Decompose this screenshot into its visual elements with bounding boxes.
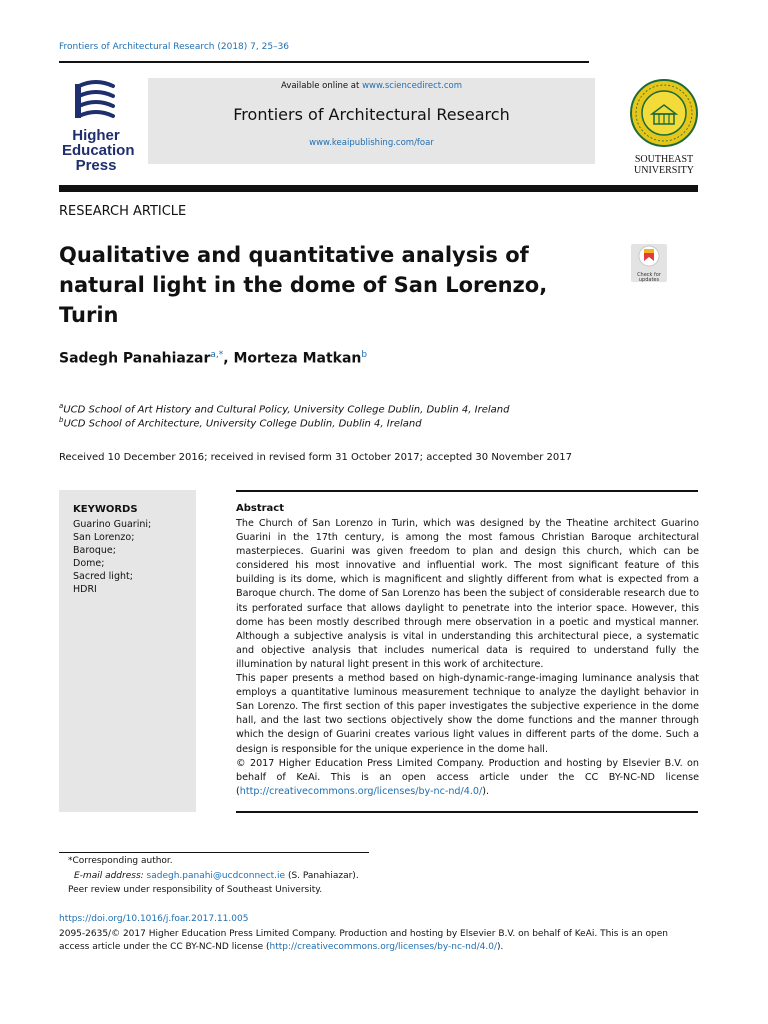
sciencedirect-link[interactable]: www.sciencedirect.com <box>362 81 462 91</box>
keyword-item: Sacred light; <box>73 571 133 582</box>
received-dates: Received 10 December 2016; received in revised form 31 October 2017; accepted 30 November 2017 <box>59 452 572 463</box>
keywords-heading: KEYWORDS <box>73 504 138 515</box>
crossmark-label: Check for updates <box>637 272 661 283</box>
affiliation <box>59 402 509 415</box>
university-seal-icon <box>629 78 699 148</box>
affiliation-sup: b <box>59 416 64 424</box>
abstract-paragraph: This paper presents a method based on high-dynamic-range-imaging luminance analysis that employs a quantitative luminous measurement technique to analyze the daylight behavior in San Lorenzo. The first section of this paper investigates the subjective experience in the dome hall, and the last two sections objectively show the dome functions and the manner through which the design of Guarini creates various light values in different parts of the dome. Such a design is responsible for the unique experience in the dome hall. <box>236 673 699 755</box>
license-link[interactable]: http://creativecommons.org/licenses/by-nc-nd/4.0/ <box>239 785 483 797</box>
email-suffix: (S. Panahiazar). <box>285 871 359 881</box>
journal-title: Frontiers of Architectural Research <box>233 105 510 124</box>
email-label: E-mail address: <box>74 871 144 881</box>
abstract-license <box>236 757 699 799</box>
corresponding-author-note: *Corresponding author. <box>68 856 173 866</box>
available-online <box>148 81 595 91</box>
doi-link[interactable]: https://doi.org/10.1016/j.foar.2017.11.005 <box>59 914 249 924</box>
journal-url-link[interactable]: www.keaipublishing.com/foar <box>309 138 434 148</box>
abstract-license-text: © 2017 Higher Education Press Limited Company. Production and hosting by Elsevier B.V. on behalf of KeAi. This is an open access article under the CC BY-NC-ND license ( <box>236 757 699 797</box>
hep-name-line2: Education <box>62 142 135 159</box>
email-note <box>74 871 359 881</box>
affiliation-text: UCD School of Architecture, University College Dublin, Dublin 4, Ireland <box>63 418 422 430</box>
author-separator: , <box>223 350 234 367</box>
abstract-heading: Abstract <box>236 503 285 514</box>
abstract-license-end: ). <box>482 785 490 797</box>
keyword-item: San Lorenzo; <box>73 532 135 543</box>
seu-logo <box>624 78 704 178</box>
journal-ref-volume: 7 <box>250 42 256 52</box>
copyright-license-link[interactable]: http://creativecommons.org/licenses/by-nc-nd/4.0/ <box>269 942 497 952</box>
journal-reference[interactable] <box>59 42 289 52</box>
crossmark-button[interactable] <box>631 244 667 282</box>
hep-name-line3: Press <box>75 157 117 174</box>
author-list <box>59 350 367 367</box>
bookmark-icon <box>638 244 660 268</box>
author-affil-sup[interactable]: a,* <box>210 350 224 360</box>
top-rule <box>59 61 589 63</box>
abstract-rule-top <box>236 490 698 492</box>
available-prefix: Available online at <box>281 81 363 91</box>
author-affil-sup[interactable]: b <box>361 350 368 360</box>
header-rule <box>59 185 698 192</box>
book-stack-icon <box>71 78 121 124</box>
keyword-item: Guarino Guarini; <box>73 519 152 530</box>
abstract-body <box>236 517 699 799</box>
abstract-rule-bottom <box>236 811 698 813</box>
peer-review-note: Peer review under responsibility of Southeast University. <box>68 885 323 895</box>
seu-name-line2: UNIVERSITY <box>634 165 694 176</box>
affiliation <box>59 416 422 429</box>
affiliation-sup: a <box>59 402 64 410</box>
footnote-rule <box>59 852 369 853</box>
seu-name-line1: SOUTHEAST <box>634 154 694 165</box>
keywords-box <box>59 490 196 812</box>
affiliation-text: UCD School of Art History and Cultural Policy, University College Dublin, Dublin 4, Ireland <box>63 404 510 416</box>
author-name[interactable]: Sadegh Panahiazar <box>59 350 211 367</box>
email-link[interactable]: sadegh.panahi@ucdconnect.ie <box>146 871 286 881</box>
copyright-notice <box>59 928 699 954</box>
abstract-paragraph: The Church of San Lorenzo in Turin, which was designed by the Theatine architect Guarino Guarini in the 17th century, is among the most famous Christian Baroque architectural masterpieces. Guarini was given freedom to plan and design this church, which can be considered his most innovative and influential work. The most significant feature of this building is its dome, which is magnificent and slightly different from what is expected from a Baroque church. The dome of San Lorenzo has been the subject of considerable research due to its perforated surface that allows daylight to penetrate into the interior space. However, this dome has been mostly described through mere observation in a poetic and mystical manner. Although a subjective analysis is vital in understanding this architectural piece, a systematic and objective analysis that includes numerical data is required to understand fully the illumination by natural light present in this work of architecture. <box>236 518 699 670</box>
copyright-end: ). <box>496 942 504 952</box>
keyword-item: HDRI <box>73 584 97 595</box>
journal-ref-name: Frontiers of Architectural Research (2018) <box>59 42 248 52</box>
keyword-item: Baroque; <box>73 545 116 556</box>
article-type: RESEARCH ARTICLE <box>59 204 187 219</box>
journal-ref-pages: , 25–36 <box>255 42 290 52</box>
hep-name-line1: Higher <box>72 127 120 144</box>
author-name[interactable]: Morteza Matkan <box>233 350 362 367</box>
keyword-item: Dome; <box>73 558 105 569</box>
copyright-text: 2095-2635/© 2017 Higher Education Press Limited Company. Production and hosting by Elsevier B.V. on behalf of KeAi. This is an open access article under the CC BY-NC-ND license ( <box>59 929 668 952</box>
article-title: Qualitative and quantitative analysis of natural light in the dome of San Lorenzo, Turin <box>59 243 548 327</box>
keywords-list <box>73 518 151 596</box>
hep-logo <box>62 78 135 178</box>
journal-header <box>148 78 595 164</box>
